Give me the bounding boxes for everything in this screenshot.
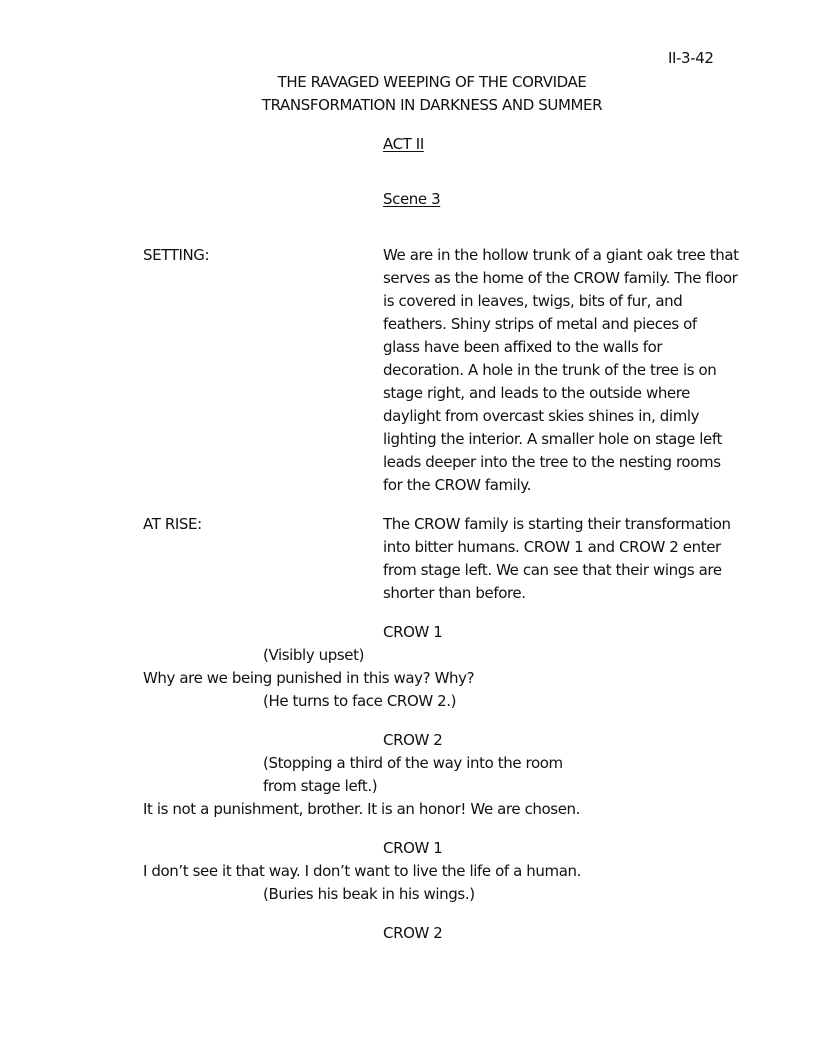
- parenthetical: (Stopping a third of the way into the room: [263, 754, 563, 772]
- act-heading: ACT II: [383, 135, 424, 153]
- parenthetical: (Visibly upset): [263, 646, 365, 664]
- setting-line: is covered in leaves, twigs, bits of fur, and: [383, 292, 683, 310]
- setting-line: decoration. A hole in the trunk of the tree is on: [383, 361, 717, 379]
- dialogue-line: It is not a punishment, brother. It is an honor! We are chosen.: [143, 800, 581, 818]
- at-rise-line: The CROW family is starting their transformation: [383, 515, 731, 533]
- setting-line: daylight from overcast skies shines in, dimly: [383, 407, 700, 425]
- setting-line: stage right, and leads to the outside where: [383, 384, 691, 402]
- parenthetical: from stage left.): [263, 777, 378, 795]
- dialogue-line: Why are we being punished in this way? Why?: [143, 669, 475, 687]
- at-rise-label: AT RISE:: [143, 515, 202, 533]
- page-number: II-3-42: [668, 49, 714, 67]
- play-subtitle: TRANSFORMATION IN DARKNESS AND SUMMER: [261, 96, 603, 114]
- character-name: CROW 1: [383, 623, 443, 641]
- setting-label: SETTING:: [143, 246, 210, 264]
- setting-line: serves as the home of the CROW family. The floor: [383, 269, 738, 287]
- character-name: CROW 1: [383, 839, 443, 857]
- setting-line: glass have been affixed to the walls for: [383, 338, 663, 356]
- at-rise-line: into bitter humans. CROW 1 and CROW 2 enter: [383, 538, 721, 556]
- at-rise-description: [383, 513, 731, 605]
- character-name: CROW 2: [383, 924, 443, 942]
- setting-line: lighting the interior. A smaller hole on stage left: [383, 430, 722, 448]
- play-title: THE RAVAGED WEEPING OF THE CORVIDAE: [277, 73, 587, 91]
- at-rise-line: from stage left. We can see that their wings are: [383, 561, 722, 579]
- character-name: CROW 2: [383, 731, 443, 749]
- setting-line: We are in the hollow trunk of a giant oak tree that: [383, 246, 739, 264]
- at-rise-line: shorter than before.: [383, 584, 526, 602]
- scene-heading: Scene 3: [383, 190, 441, 208]
- parenthetical: (Buries his beak in his wings.): [263, 885, 475, 903]
- dialogue-line: I don’t see it that way. I don’t want to live the life of a human.: [143, 862, 581, 880]
- setting-line: feathers. Shiny strips of metal and pieces of: [383, 315, 697, 333]
- setting-line: leads deeper into the tree to the nesting rooms: [383, 453, 721, 471]
- setting-description: [383, 244, 739, 497]
- setting-line: for the CROW family.: [383, 476, 532, 494]
- parenthetical: (He turns to face CROW 2.): [263, 692, 457, 710]
